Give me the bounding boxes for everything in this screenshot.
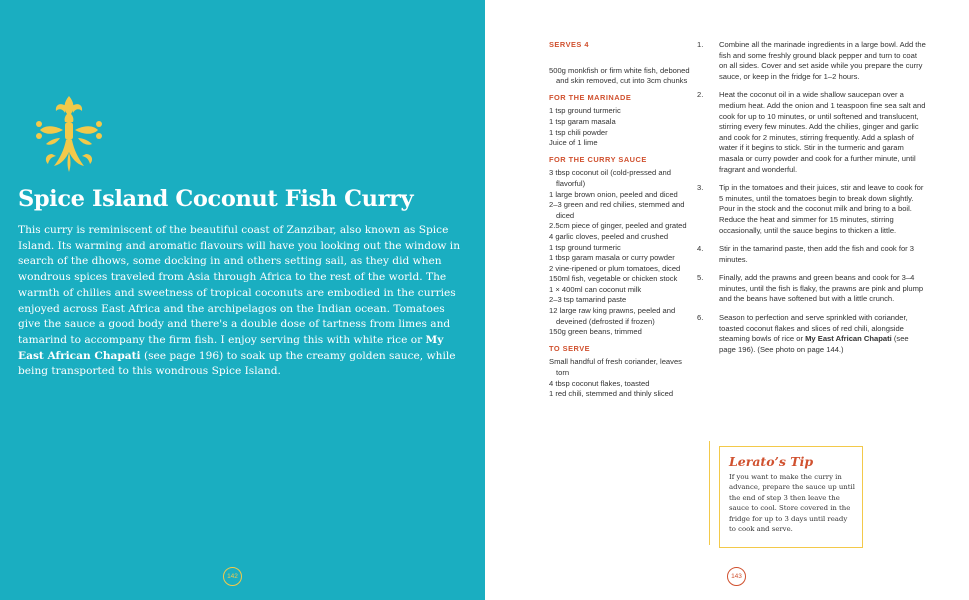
tip-text: If you want to make the curry in advance, prepare the sauce up until the end of step 3 then leave the sauce to cool. Store covered in the fridge for up to 3 days until ready to cook and serve. xyxy=(729,473,855,534)
page-number-right: 143 xyxy=(727,567,746,586)
step-number: 5. xyxy=(697,273,704,283)
step-6-text-part-1: Season to perfection and serve sprinkled with coriander, toasted coconut flakes and slices of red chili, alongside steaming bowls of rice or xyxy=(719,313,908,344)
ingredient-item: 500g monkfish or firm white fish, deboned and skin removed, cut into 3cm chunks xyxy=(549,65,690,86)
step-text: Stir in the tamarind paste, then add the fish and cook for 3 minutes. xyxy=(719,244,915,264)
tip-divider-line xyxy=(709,441,710,545)
page-number-left: 142 xyxy=(223,567,242,586)
step-number: 3. xyxy=(697,183,704,193)
ingredient-item: 4 garlic cloves, peeled and crushed xyxy=(549,231,669,241)
method-step xyxy=(697,40,927,82)
step-6-chapati-link[interactable]: My East African Chapati xyxy=(805,334,892,344)
ingredient-item: 2 vine-ripened or plum tomatoes, diced xyxy=(549,263,681,273)
step-text: Combine all the marinade ingredients in a large bowl. Add the fish and some freshly ground black pepper and turn to coat on all sides. Cover and set aside while you prepare the curry sauce, or keep in the fridge for 1–2 hours. xyxy=(719,40,926,81)
method-step xyxy=(697,313,927,355)
step-number: 1. xyxy=(697,40,704,49)
method-step xyxy=(697,244,927,265)
decorative-fleur-emblem-icon xyxy=(36,94,102,174)
method-step xyxy=(697,183,927,236)
curry-sauce-list xyxy=(549,168,691,338)
method-step xyxy=(697,90,927,175)
ingredient-item: 1 large brown onion, peeled and diced xyxy=(549,189,678,199)
step-text: Tip in the tomatoes and their juices, stir and leave to cook for 5 minutes, until the tomatoes begin to break down slightly. Pour in the stock and the coconut milk and bring to a boil. Reduce the heat and simmer for 15 minutes, stirring occasionally, until the sauce begins to thicken a little. xyxy=(719,183,924,235)
ingredient-item: 1 tsp ground turmeric xyxy=(549,242,621,252)
serves-heading: SERVES 4 xyxy=(549,40,590,49)
step-6-text-part-2: (see page 196). (See photo on page 144.) xyxy=(719,334,909,354)
step-number: 2. xyxy=(697,90,704,100)
intro-text-part-2: (see page 196) to soak up the creamy golden sauce, while being transported to this wondrous Spice Island. xyxy=(18,349,456,378)
curry-sauce-heading: FOR THE CURRY SAUCE xyxy=(549,154,647,164)
tip-box xyxy=(719,446,863,548)
ingredient-item: 1 × 400ml can coconut milk xyxy=(549,284,642,294)
to-serve-heading: TO SERVE xyxy=(549,343,591,353)
ingredient-item: Juice of 1 lime xyxy=(549,138,598,148)
main-ingredients-list xyxy=(549,66,691,87)
ingredient-item: 1 tsp chili powder xyxy=(549,127,608,137)
ingredients-column xyxy=(549,40,691,406)
ingredient-item: 2.5cm piece of ginger, peeled and grated xyxy=(549,221,687,231)
ingredient-item: 1 tbsp garam masala or curry powder xyxy=(549,253,675,263)
step-text: Finally, add the prawns and green beans and cook for 3–4 minutes, until the fish is flaky, the prawns are pink and plump and the beans have softened but with a little crunch. xyxy=(719,273,924,304)
marinade-heading: FOR THE MARINADE xyxy=(549,92,632,102)
ingredient-item: 2–3 tsp tamarind paste xyxy=(549,295,627,305)
ingredient-item: 150g green beans, trimmed xyxy=(549,327,642,337)
intro-chapati-link[interactable]: My East African Chapati xyxy=(18,333,444,362)
recipe-intro xyxy=(18,223,466,380)
ingredient-item: 4 tbsp coconut flakes, toasted xyxy=(549,378,650,388)
ingredient-item: Small handful of fresh coriander, leaves torn xyxy=(549,357,682,378)
ingredient-item: 2–3 green and red chilies, stemmed and diced xyxy=(549,200,685,220)
method-steps-list xyxy=(697,40,927,363)
tip-title: Lerato’s Tip xyxy=(729,454,814,469)
ingredient-item: 1 red chili, stemmed and thinly sliced xyxy=(549,389,674,399)
ingredient-item: 150ml fish, vegetable or chicken stock xyxy=(549,274,678,284)
step-number: 4. xyxy=(697,244,704,254)
intro-text-part-1: This curry is reminiscent of the beautiful coast of Zanzibar, also known as Spice Island. Its warming and aromatic flavours will have you looking out the window in search of the dhows, some docking in and others setting sail, as they did when wondrous spices traveled from Asia through Africa to the rest of the world. The warmth of chilies and sweetness of tropical coconuts are embodied in the curries enjoyed across East Africa and the archipelagos on the Indian ocean. Tomatoes give the sauce a good body and there's a double dose of tartness from limes and tamarind to accompany the firm fish. I enjoy serving this with white rice or xyxy=(18,224,461,346)
ingredient-item: 1 tsp garam masala xyxy=(549,116,616,126)
ingredient-item: 12 large raw king prawns, peeled and deveined (defrosted if frozen) xyxy=(549,306,676,326)
ingredient-item: 1 tsp ground turmeric xyxy=(549,106,621,116)
ingredient-item: 3 tbsp coconut oil (cold-pressed and flavorful) xyxy=(549,168,671,188)
marinade-list xyxy=(549,106,691,148)
step-number: 6. xyxy=(697,313,704,323)
method-step xyxy=(697,273,927,305)
to-serve-list xyxy=(549,357,691,399)
step-text: Heat the coconut oil in a wide shallow saucepan over a medium heat. Add the onion and 1 teaspoon fine sea salt and cook for up to 10 minutes, or until softened and translucent, stirring every few minutes. Add the chilies, ginger and garlic and cook for 2 minutes, stirring frequently. Add a splash of water if it begins to stick. Stir in the turmeric and garam masala or curry powder and cook for a further minute, until fragrant and wonderful. xyxy=(719,90,926,174)
recipe-title: Spice Island Coconut Fish Curry xyxy=(18,186,414,212)
